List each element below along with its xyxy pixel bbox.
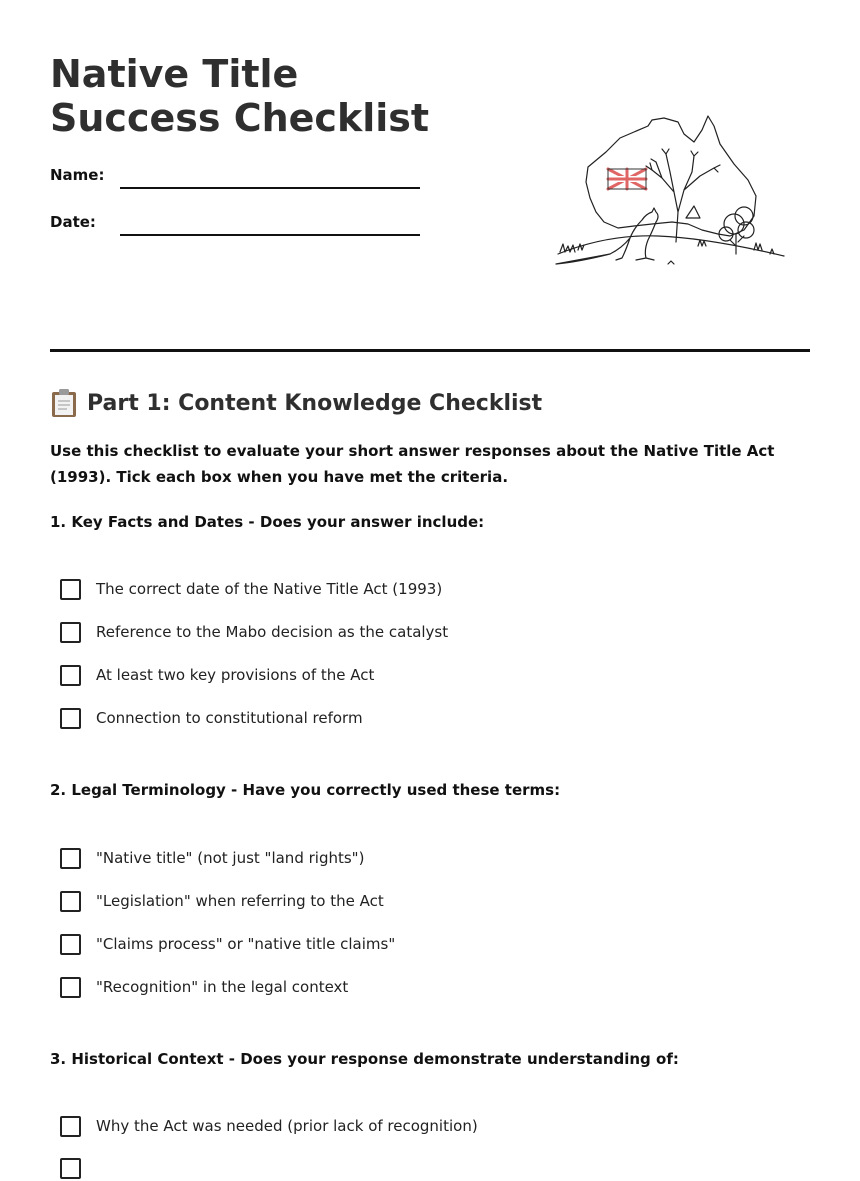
checkbox[interactable] xyxy=(60,579,81,600)
checkbox[interactable] xyxy=(60,891,81,912)
checklist-item[interactable] xyxy=(60,888,384,914)
checklist-item-partial[interactable] xyxy=(60,1155,96,1181)
australia-illustration-icon xyxy=(548,112,792,272)
checklist-item-label: "Claims process" or "native title claims" xyxy=(96,935,396,953)
clipboard-icon xyxy=(50,388,78,418)
section-heading-legal-terminology: 2. Legal Terminology - Have you correctly used these terms: xyxy=(50,781,561,799)
checkbox[interactable] xyxy=(60,708,81,729)
section-heading-key-facts: 1. Key Facts and Dates - Does your answer include: xyxy=(50,513,485,531)
checklist-item[interactable] xyxy=(60,845,364,871)
checkbox[interactable] xyxy=(60,1116,81,1137)
section-heading-historical-context: 3. Historical Context - Does your response demonstrate understanding of: xyxy=(50,1050,679,1068)
part1-heading xyxy=(50,388,542,418)
checklist-item-label: "Recognition" in the legal context xyxy=(96,978,349,996)
name-label: Name: xyxy=(50,166,105,184)
checklist-item[interactable] xyxy=(60,931,395,957)
checklist-item-label: Why the Act was needed (prior lack of recognition) xyxy=(96,1117,478,1135)
checklist-item-label: The correct date of the Native Title Act (1993) xyxy=(96,580,443,598)
checkbox[interactable] xyxy=(60,848,81,869)
name-field[interactable] xyxy=(120,187,420,189)
checklist-item-label: Reference to the Mabo decision as the catalyst xyxy=(96,623,449,641)
page-title: Native Title Success Checklist xyxy=(50,52,430,140)
checkbox[interactable] xyxy=(60,934,81,955)
flag-icon xyxy=(608,169,646,189)
checklist-item[interactable] xyxy=(60,662,374,688)
part1-title: Part 1: Content Knowledge Checklist xyxy=(87,390,543,416)
checkbox[interactable] xyxy=(60,665,81,686)
date-field[interactable] xyxy=(120,234,420,236)
checklist-item[interactable] xyxy=(60,619,448,645)
section-divider xyxy=(50,349,810,352)
checklist-item[interactable] xyxy=(60,576,442,602)
checklist-item[interactable] xyxy=(60,974,348,1000)
checkbox[interactable] xyxy=(60,622,81,643)
checklist-item-label: "Native title" (not just "land rights") xyxy=(96,849,365,867)
checkbox[interactable] xyxy=(60,977,81,998)
checklist-item-label: At least two key provisions of the Act xyxy=(96,666,375,684)
checklist-item-label: Connection to constitutional reform xyxy=(96,709,363,727)
checklist-item-label: "Legislation" when referring to the Act xyxy=(96,892,384,910)
checklist-item[interactable] xyxy=(60,1113,478,1139)
date-label: Date: xyxy=(50,213,96,231)
checklist-item[interactable] xyxy=(60,705,363,731)
part1-instructions: Use this checklist to evaluate your short answer responses about the Native Title Act (1993). Tick each box when you have met the criteria. xyxy=(50,442,775,486)
